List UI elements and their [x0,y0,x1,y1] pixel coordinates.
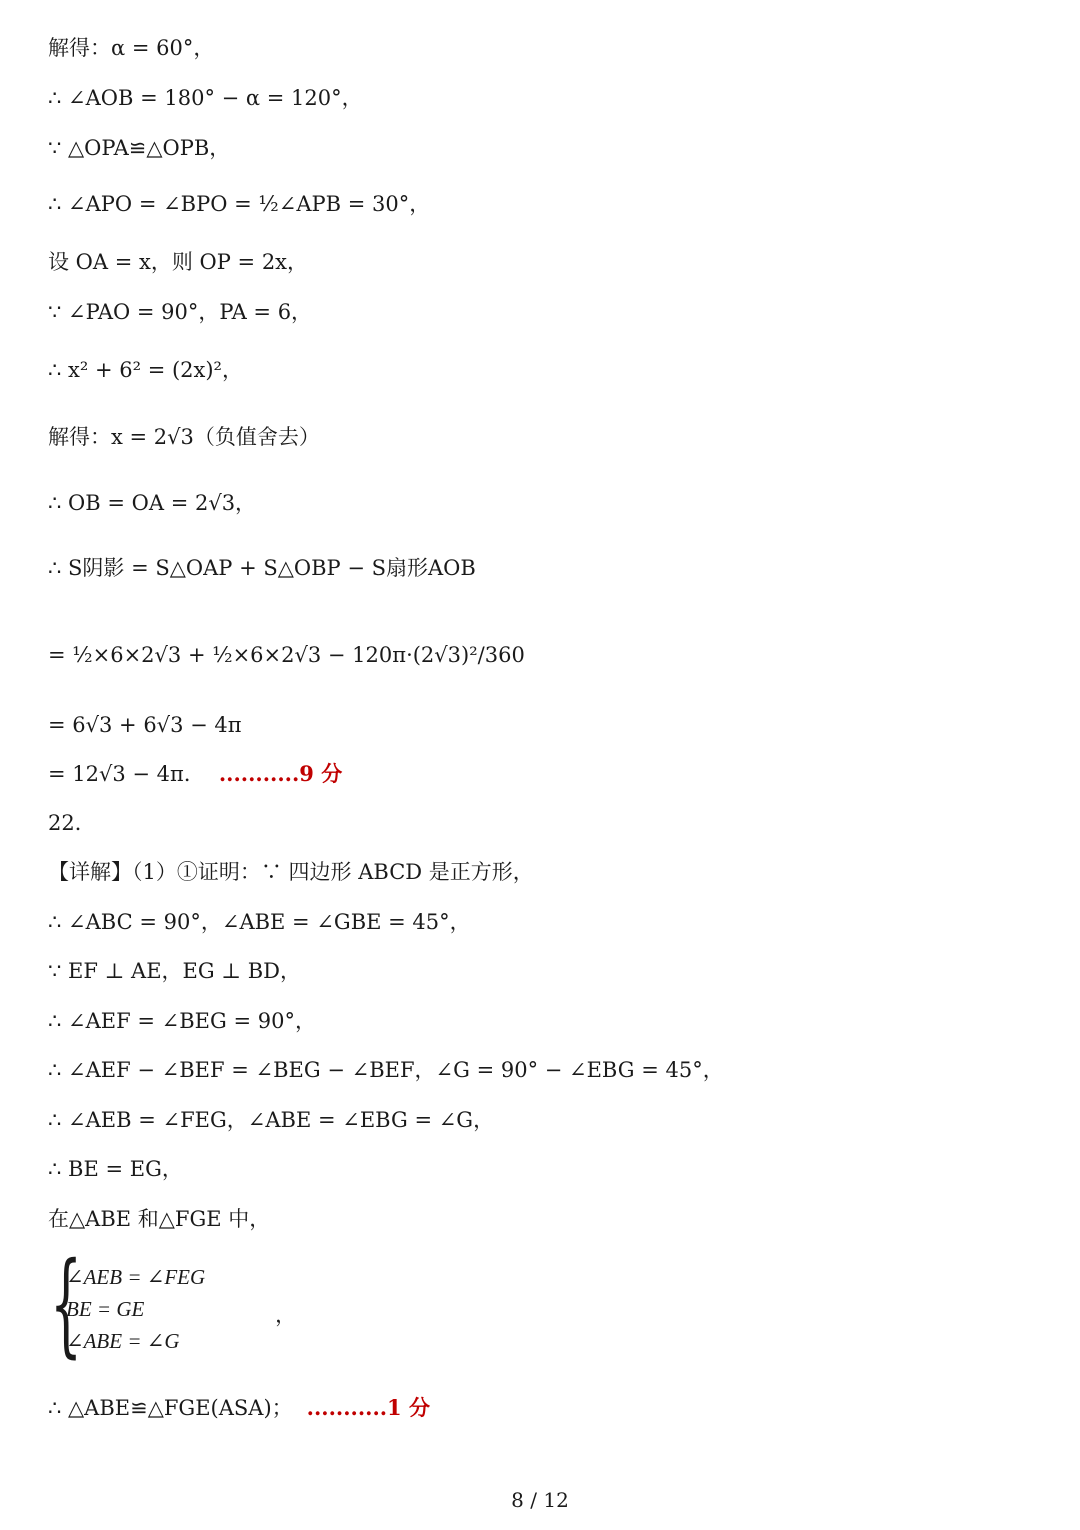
left-brace-icon: { [50,1239,83,1369]
line-angle-pao: ∵ ∠PAO = 90°，PA = 6， [48,300,313,324]
system-line-2: BE = GE [66,1297,145,1321]
line-in-triangles: 在△ABE 和△FGE 中， [48,1207,271,1231]
line-solve-x: 解得：x = 2√3（负值舍去） [48,425,320,449]
line-area-result [48,759,342,789]
line-alpha: 解得：α = 60°， [48,36,215,60]
line-asa-conclusion [48,1393,430,1423]
equation-system [50,1239,297,1369]
line-pythagoras: ∴ x² + 6² = (2x)²， [48,358,243,382]
line-angle-aef: ∴ ∠AEF = ∠BEG = 90°， [48,1009,316,1033]
line-be-eg: ∴ BE = EG， [48,1157,183,1181]
system-comma: ， [275,1303,297,1327]
system-lines [66,1261,205,1357]
asa-conclusion-text: ∴ △ABE≌△FGE(ASA)； [48,1396,293,1420]
question-number: 22． [48,811,96,835]
line-angle-apo: ∴ ∠APO = ∠BPO = ½∠APB = 30°， [48,192,431,216]
line-angle-abc: ∴ ∠ABC = 90°，∠ABE = ∠GBE = 45°， [48,910,471,934]
line-shaded-area: ∴ S阴影 = S△OAP + S△OBP − S扇形AOB [48,556,476,580]
line-set-oa: 设 OA = x，则 OP = 2x， [48,250,309,274]
system-line-1: ∠AEB = ∠FEG [66,1265,206,1289]
score-1: ...........1 分 [306,1395,430,1420]
line-congruent-opa-opb: ∵ △OPA≌△OPB， [48,136,231,160]
area-result-text: = 12√3 − 4π． [48,762,205,786]
score-9: ...........9 分 [218,761,343,786]
page-number: 8 / 12 [511,1488,569,1512]
line-angle-aob: ∴ ∠AOB = 180° − α = 120°， [48,86,363,110]
line-perpendiculars: ∵ EF ⊥ AE，EG ⊥ BD， [48,959,302,983]
system-line-3: ∠ABE = ∠G [66,1329,180,1353]
line-angle-difference: ∴ ∠AEF − ∠BEF = ∠BEG − ∠BEF，∠G = 90° − ∠EBG = 45°， [48,1058,724,1082]
line-angle-aeb: ∴ ∠AEB = ∠FEG，∠ABE = ∠EBG = ∠G， [48,1108,495,1132]
line-ob-oa: ∴ OB = OA = 2√3， [48,491,257,515]
line-area-simplified: = 6√3 + 6√3 − 4π [48,713,242,737]
line-detail-proof: 【详解】（1）①证明：∵ 四边形 ABCD 是正方形， [48,860,534,884]
line-area-expression: = ½×6×2√3 + ½×6×2√3 − 120π·(2√3)²/360 [48,643,525,667]
